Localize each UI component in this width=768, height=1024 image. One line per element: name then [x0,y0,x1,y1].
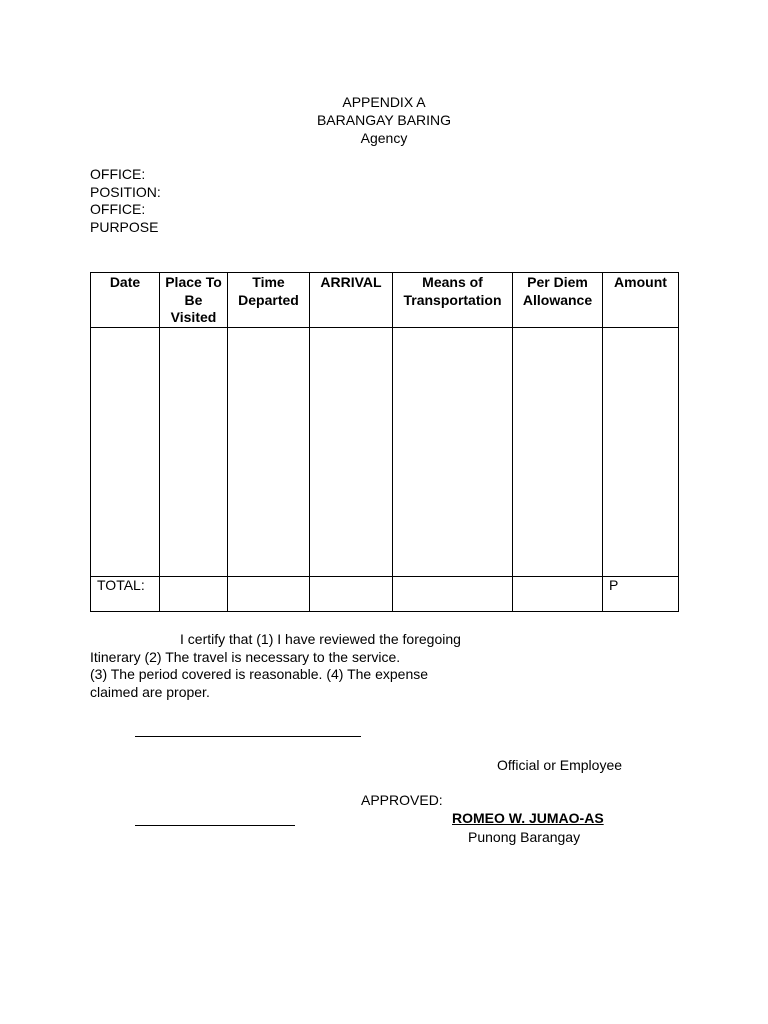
office-field-label-2: OFFICE: [90,201,146,217]
total-transportation-cell [393,577,513,612]
table-row [91,328,679,577]
column-header-time-departed: Time Departed [228,273,310,328]
certification-line: Itinerary (2) The travel is necessary to the service. [90,648,401,665]
column-header-per-diem: Per Diem Allowance [513,273,603,328]
position-field-label: POSITION: [90,184,161,200]
total-per-diem-cell [513,577,603,612]
certification-text [90,631,510,701]
approved-label: APPROVED: [361,792,443,808]
office-field-label: OFFICE: [90,166,146,182]
column-header-date: Date [91,273,160,328]
total-amount[interactable]: P [603,577,679,612]
approver-title: Punong Barangay [468,829,581,845]
transportation-cell[interactable] [393,328,513,577]
column-header-amount: Amount [603,273,679,328]
certification-line: I certify that (1) I have reviewed the foregoing [180,631,461,647]
purpose-field-label: PURPOSE [90,219,159,235]
certification-line: claimed are proper. [90,683,210,700]
approval-signature-line[interactable] [135,825,295,826]
employee-role-label: Official or Employee [497,757,623,773]
time-departed-cell[interactable] [228,328,310,577]
total-row [91,577,679,612]
column-header-place: Place To Be Visited [160,273,228,328]
certification-line: (3) The period covered is reasonable. (4) The expense [90,666,429,682]
column-header-transportation: Means of Transportation [393,273,513,328]
column-header-arrival: ARRIVAL [310,273,393,328]
place-cell[interactable] [160,328,228,577]
total-place-cell [160,577,228,612]
arrival-cell[interactable] [310,328,393,577]
agency-name: BARANGAY BARING [316,112,452,128]
amount-cell[interactable] [603,328,679,577]
date-cell[interactable] [91,328,160,577]
per-diem-cell[interactable] [513,328,603,577]
total-arrival-cell [310,577,393,612]
table-header-row [91,273,679,328]
total-time-departed-cell [228,577,310,612]
appendix-title: APPENDIX A [342,94,426,110]
agency-label: Agency [360,130,408,146]
itinerary-table [90,272,679,612]
employee-signature-line[interactable] [135,736,361,737]
approver-name: ROMEO W. JUMAO-AS [452,810,604,826]
total-label: TOTAL: [91,577,160,612]
